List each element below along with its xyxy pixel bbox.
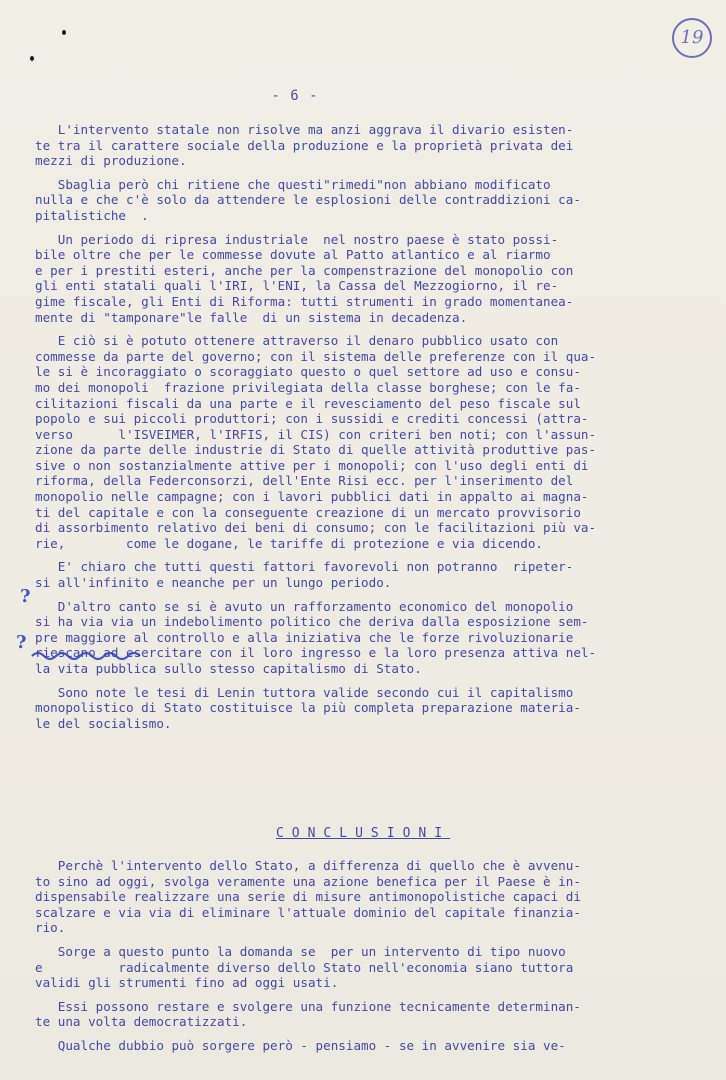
paragraph: Sbaglia però chi ritiene che questi"rimedi"non abbiano modificato nulla e che c'è solo da attendere le esplosioni delle contraddizioni ca- pitalistiche . <box>35 176 581 223</box>
paragraph: E' chiaro che tutti questi fattori favorevoli non potranno ripeter- si all'infinito e neanche per un lungo periodo. <box>35 559 574 591</box>
paragraph: Qualche dubbio può sorgere però - pensiamo - se in avvenire sia ve- <box>35 1037 566 1053</box>
paragraph: Essi possono restare e svolgere una funzione tecnicamente determinan- te una volta democratizzati. <box>35 998 581 1030</box>
paragraph: D'altro canto se si è avuto un rafforzamento economico del monopolio si ha via via un indebolimento politico che deriva dalla esposizione sem- pre maggiore al controllo e alla iniziativa che le forze rivoluzionarie riescano ad esercitare con il loro ingresso e la loro presenza attiva nel- la vita pubblica sullo stesso capitalismo di Stato. <box>35 598 597 676</box>
paragraph: Sono note le tesi di Lenin tuttora valide secondo cui il capitalismo monopolistico di Stato costituisce la più completa preparazione materia- le del socialismo. <box>35 684 581 731</box>
paragraph: Un periodo di ripresa industriale nel nostro paese è stato possi- bile oltre che per le commesse dovute al Patto atlantico e al riarmo e per i prestiti esteri, anche per la compenstrazione del monopolio con gli enti statali quali l'IRI, l'ENI, la Cassa del Mezzogiorno, il re- gime fiscale, gli Enti di Riforma: tutti strumenti in grado momentanea- mente di "tamponare"le falle di un sistema in decadenza. <box>35 231 574 325</box>
ink-dot <box>62 30 66 35</box>
page-number: - 6 - <box>271 88 319 104</box>
paragraph: E ciò si è potuto ottenere attraverso il denaro pubblico usato con commesse da parte del governo; con il sistema delle preferenze con il qua- le si è incoraggiato o scoraggiato questo o quel settore ad uso e consu- mo dei monopoli frazione privilegiata della classe borghese; con le fa- cilitazioni fiscali da una parte e il revesciamento del peso fiscale sul popolo e sui piccoli produttori; con i sussidi e crediti concessi (attra- verso l'ISVEIMER, l'IRFIS, il CIS) con criteri ben noti; con l'assun- zione da parte delle industrie di Stato di quelle attività produttive pas- sive o non sostanzialmente attive per i monopoli; con l'uso degli enti di riforma, della Federconsorzi, dell'Ente Risi ecc. per l'inserimento del monopolio nelle campagne; con i lavori pubblici dati in appalto ai magna- ti del capitale e con la conseguente creazione di un mercato provvisorio di assorbimento relativo dei beni di consumo; con le facilitazioni più va- rie, come le dogane, le tariffe di protezione e via dicendo. <box>35 333 597 551</box>
page-stamp: 19 <box>672 18 712 58</box>
section-title: CONCLUSIONI <box>275 826 451 841</box>
paragraph: Sorge a questo punto la domanda se per un intervento di tipo nuovo e radicalmente diverso dello Stato nell'economia siano tuttora validi gli strumenti fino ad oggi usati. <box>35 943 574 991</box>
conclusion-body <box>35 858 695 1062</box>
ink-dot <box>30 56 34 61</box>
paragraph: L'intervento statale non risolve ma anzi aggrava il divario esisten- te tra il carattere sociale della produzione e la proprietà privata dei mezzi di produzione. <box>35 122 574 169</box>
margin-query-mark: ? <box>16 632 27 653</box>
paragraph: Perchè l'intervento dello Stato, a differenza di quello che è avvenu- to sino ad oggi, svolga veramente una azione benefica per il Paese è in- dispensabile realizzare una serie di misure antimonopolistiche capaci di scalzare e via via di eliminare l'attuale dominio del capitale finanzia- rio. <box>35 858 581 936</box>
document-body <box>35 122 695 739</box>
margin-query-mark: ? <box>20 586 31 607</box>
